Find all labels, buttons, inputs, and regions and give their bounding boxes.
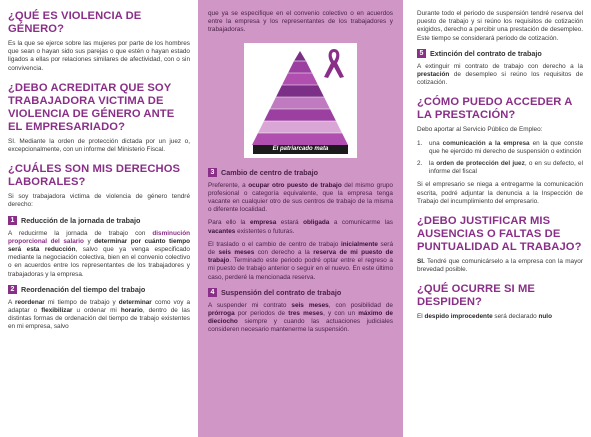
paragraph-extinction: A extinguir mi contrato de trabajo con derecho a la prestación de desempleo si reúno los requisitos de cotización. bbox=[417, 62, 583, 87]
image-caption: El patriarcado mata bbox=[253, 145, 348, 154]
paragraph-accredit-answer: SI. Mediante la orden de protección dictada por un juez o, excepcionalmente, con un informe del Ministerio Fiscal. bbox=[8, 137, 190, 154]
patriarchy-pyramid-image bbox=[244, 43, 357, 158]
section-number-badge: 2 bbox=[8, 285, 17, 294]
left-column bbox=[0, 0, 198, 437]
paragraph-vacancies: Para ello la empresa estará obligada a comunicarme las vacantes existentes o futuras. bbox=[208, 219, 393, 235]
section-5-header bbox=[417, 49, 583, 58]
heading-accredit-victim: ¿DEBO ACREDITAR QUE SOY TRABAJADORA VICTIMA DE VIOLENCIA DE GÉNERO ANTE EL EMPRESARIADO? bbox=[8, 81, 175, 133]
paragraph-dismissal-answer: El despido improcedente será declarado nulo bbox=[417, 313, 552, 321]
right-column bbox=[403, 0, 591, 437]
section-title: Suspensión del contrato de trabajo bbox=[221, 287, 342, 297]
list-item: 1. una comunicación a la empresa en la que conste que he ejercido mi derecho de suspensión o extinción bbox=[417, 139, 583, 155]
section-title: Reducción de la jornada de trabajo bbox=[21, 215, 141, 225]
paragraph-rights-intro: Si soy trabajadora victima de violencia de género tendré derecho: bbox=[8, 193, 190, 209]
section-number-badge: 5 bbox=[417, 49, 426, 58]
paragraph-suspension: A suspender mi contrato seis meses, con posibilidad de prórroga por periodos de tres meses, y con un máximo de dieciocho siempre y cuando las actuaciones judiciales consideren necesario mantenerme la suspensión. bbox=[208, 301, 393, 334]
paragraph-change-center: Preferente, a ocupar otro puesto de trabajo del mismo grupo profesional o categoría equivalente, que la empresa tenga vacante en cualquier otro de sus centros de trabajo de la misma o diferente localidad. bbox=[208, 181, 393, 214]
section-title: Extinción del contrato de trabajo bbox=[430, 48, 542, 58]
heading-what-is-gender-violence: ¿QUÉ ES VIOLENCIA DE GÉNERO? bbox=[8, 10, 142, 35]
paragraph-employer-refuses: Si el empresario se niega a entregarme la comunicación escrita, podré adjuntar la denuncia a la Inspección de Trabajo del incumplimiento del empresario. bbox=[417, 181, 583, 205]
paragraph-justify-answer: SI. Tendré que comunicárselo a la empresa con la mayor brevedad posible. bbox=[417, 258, 583, 274]
requirements-list bbox=[417, 140, 583, 177]
heading-dismissal: ¿QUÉ OCURRE SI ME DESPIDEN? bbox=[417, 283, 535, 309]
paragraph-suspension-reserve: Durante todo el periodo de suspensión tendré reserva del puesto de trabajo y si reúno los requisitos de cotización exigidos, derecho a percibir una prestación de desempleo. Este tiempo se considerará periodo de cotización. bbox=[417, 10, 583, 42]
heading-access-benefit: ¿CÓMO PUEDO ACCEDER A LA PRESTACIÓN? bbox=[417, 96, 572, 122]
section-number-badge: 1 bbox=[8, 216, 17, 225]
paragraph-continuation: que ya se especifique en el convenio colectivo o en acuerdos entre la empresa y los representantes de los trabajadores y trabajadoras. bbox=[208, 10, 393, 34]
paragraph-definition: Es la que se ejerce sobre las mujeres por parte de los hombres que sean o hayan sido sus parejas o que estén o hayan estado ligados a ellas por relaciones similares de afectividad, con o sin convivencia. bbox=[8, 40, 190, 72]
pyramid-illustration bbox=[244, 43, 357, 158]
section-title: Reordenación del tiempo del trabajo bbox=[21, 284, 146, 294]
section-2-header bbox=[8, 285, 190, 294]
heading-labor-rights: ¿CUÁLES SON MIS DERECHOS LABORALES? bbox=[8, 163, 181, 189]
list-item: 2. la orden de protección del juez, o en su defecto, el informe del fiscal bbox=[417, 160, 583, 176]
section-1-header bbox=[8, 216, 190, 225]
paragraph-reduction: A reducirme la jornada de trabajo con disminución proporcional del salario y determinar por cuánto tiempo será esta reducción, salvo que ya venga especificado mediante la negociación colectiva, bien en el convenio colectivo o en acuerdos entre los representantes de los trabajadores y trabajadoras y la empresa. bbox=[8, 229, 190, 278]
paragraph-reorder: A reordenar mi tiempo de trabajo y determinar como voy a adaptar o flexibilizar u ordenar mi horario, dentro de las distintas formas de ordenación del tiempo de trabajo existentes en mi empresa, salvo bbox=[8, 298, 191, 331]
section-4-header bbox=[208, 288, 393, 297]
section-title: Cambio de centro de trabajo bbox=[221, 167, 319, 177]
heading-justify-absences: ¿DEBO JUSTIFICAR MIS AUSENCIAS O FALTAS DE PUNTUALIDAD AL TRABAJO? bbox=[417, 215, 582, 254]
section-3-header bbox=[208, 168, 393, 177]
middle-column bbox=[198, 0, 403, 437]
section-number-badge: 3 bbox=[208, 168, 217, 177]
paragraph-transfer: El traslado o el cambio de centro de trabajo inicialmente será de seis meses con derecho a la reserva de mi puesto de trabajo. Terminado este periodo podré optar entre el regreso a mi puesto de trabajo anterior o seguir en el nuevo. En este último caso, perderé la mencionada reserva. bbox=[208, 240, 393, 281]
paragraph-provide: Debo aportar al Servicio Público de Empleo: bbox=[417, 126, 543, 134]
section-number-badge: 4 bbox=[208, 288, 217, 297]
